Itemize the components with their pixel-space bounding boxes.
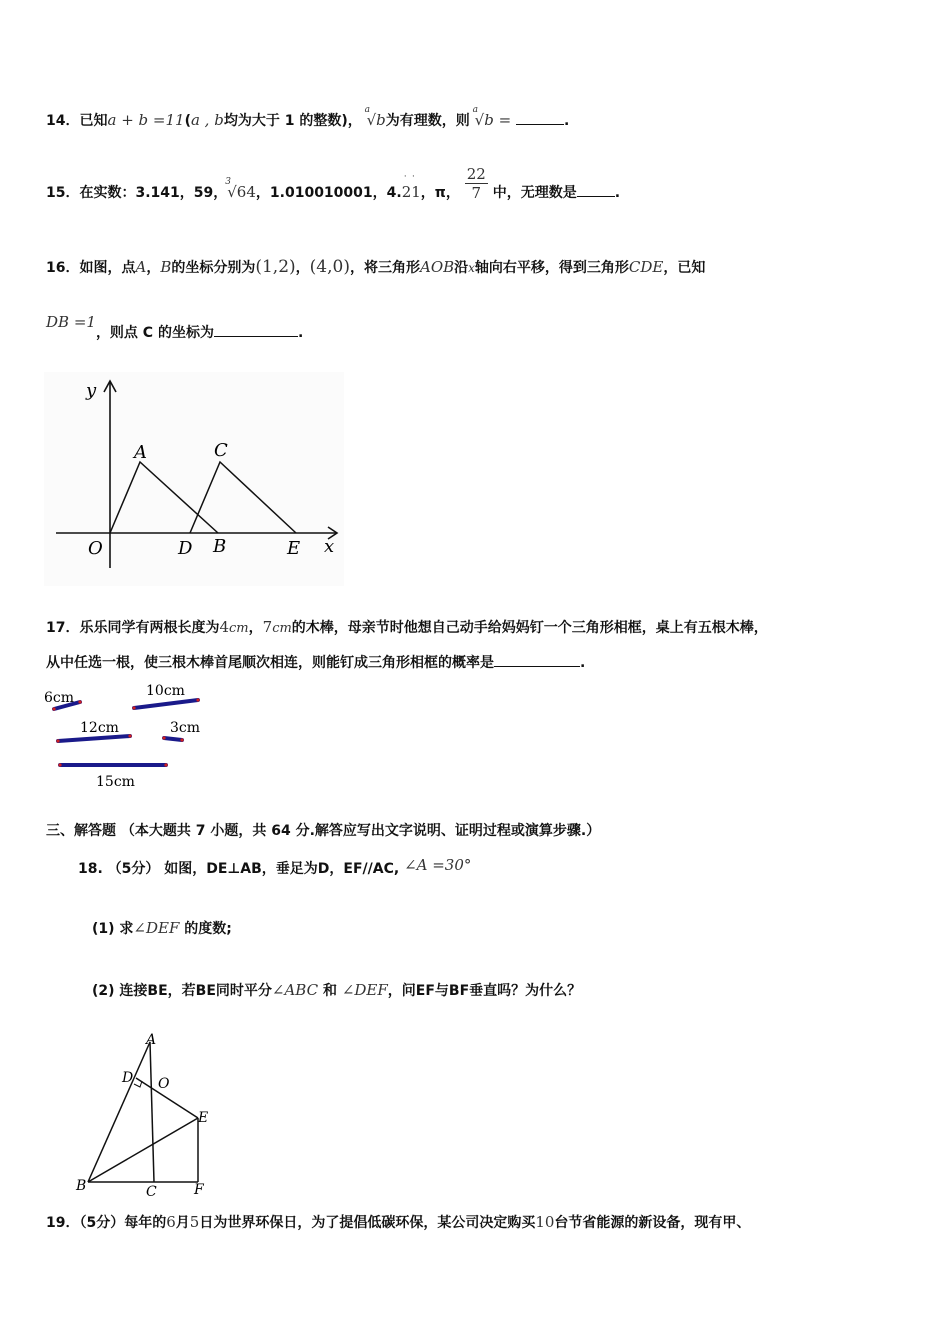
q18-part2-text: 连接BE，若BE同时平分 <box>119 983 272 999</box>
q15-repeating <box>401 175 421 201</box>
q17-stick-12cm <box>58 736 130 741</box>
q18-part2-text-2: ，问EF与BF垂直吗？为什么？ <box>387 983 582 999</box>
q15-text: 在实数：3.141，59， <box>79 185 228 201</box>
q16-label-o: O <box>88 538 103 559</box>
q19-text: （5分）每年的 <box>79 1215 167 1231</box>
q16-answer-blank[interactable] <box>214 324 298 337</box>
q18-part1-label: (1) <box>92 921 115 937</box>
q18-part2-label: (2) <box>92 983 115 999</box>
q17-stick-10cm <box>134 700 198 708</box>
q16-text-3: ，将三角形 <box>349 260 420 276</box>
q18-part1-angle: ∠DEF <box>133 919 180 937</box>
question-14 <box>46 105 570 130</box>
q14-answer-blank[interactable] <box>516 112 564 125</box>
q18-side-ab <box>88 1042 150 1182</box>
q16-text-2: 的坐标分别为 <box>171 260 256 276</box>
q15-number: 15． <box>46 185 80 201</box>
q14-end: . <box>564 113 570 129</box>
q16-point-b: B <box>160 258 172 276</box>
question-18 <box>78 858 471 878</box>
q18-segment-be <box>88 1118 198 1182</box>
q17-end: . <box>580 655 586 671</box>
q14-root2-body: √b = <box>474 111 512 129</box>
q18-label-b: B <box>76 1178 87 1194</box>
q18-label-a: A <box>146 1032 157 1048</box>
q17-stick-end-icon <box>58 763 61 766</box>
q16-coord-a: (1,2) <box>255 257 296 277</box>
q14-number: 14． <box>46 113 80 129</box>
q18-head: 18. （5分） 如图，DE⊥AB，垂足为D，EF//AC, <box>78 861 400 877</box>
q17-label-10cm: 10cm <box>146 683 185 699</box>
q17-stick-3cm <box>164 738 182 740</box>
q17-unit-2: cm <box>272 621 292 636</box>
q17-answer-blank[interactable] <box>494 654 580 667</box>
question-16-line-2 <box>46 313 304 342</box>
q16-label-e: E <box>287 538 301 559</box>
q16-point-a: A <box>135 258 147 276</box>
q18-part-1 <box>92 918 232 938</box>
q19-number: 19． <box>46 1215 80 1231</box>
question-19 <box>46 1212 750 1232</box>
question-17-line-2 <box>46 652 585 672</box>
question-16 <box>46 257 705 277</box>
q16-label-y: y <box>86 380 97 401</box>
q17-unit-1: cm <box>229 621 249 636</box>
q18-part2-angle-abc: ∠ABC <box>271 981 319 999</box>
q19-count: 10 <box>535 1213 555 1231</box>
q16-text: 如图，点 <box>79 260 136 276</box>
q19-text-4: 台节省能源的新设备，现有甲、 <box>554 1215 751 1231</box>
q14-root2-index: a <box>472 105 479 115</box>
q16-figure <box>44 372 344 586</box>
q16-coord-b: (4,0) <box>309 257 350 277</box>
q16-condition: DB =1 <box>46 313 96 331</box>
q16-label-b: B <box>213 536 227 557</box>
q16-text-4: 沿 <box>454 260 469 276</box>
q14-root-2 <box>472 105 512 129</box>
q17-text-3: 从中任选一根，使三根木棒首尾顺次相连，则能钉成三角形相框的概率是 <box>46 655 494 671</box>
q19-text-3: 日为世界环保日，为了提倡低碳环保，某公司决定购买 <box>199 1215 536 1231</box>
q16-text-7: ，则点 C 的坐标为 <box>95 325 214 341</box>
q16-label-a: A <box>134 442 147 463</box>
q15-answer-blank[interactable] <box>577 184 615 197</box>
q16-end: . <box>297 325 304 341</box>
q15-text-2: ，1.010010001，4. <box>255 185 402 201</box>
q16-text-5: 轴向右平移，得到三角形 <box>474 260 629 276</box>
q16-triangle-cde: CDE <box>628 258 664 276</box>
q17-stick-end-icon <box>52 707 55 710</box>
q14-condition: 均为大于 1 的整数)， <box>223 113 362 129</box>
q19-day: 5 <box>189 1213 200 1231</box>
q15-repeat-dots-icon: ˙ ˙ <box>402 175 416 186</box>
q16-number: 16． <box>46 260 80 276</box>
q17-stick-end-icon <box>78 700 81 703</box>
q19-text-2: 月 <box>175 1215 190 1231</box>
q17-figure <box>40 680 240 792</box>
q16-axis: x <box>468 261 475 275</box>
q14-paren: ( <box>184 113 191 129</box>
q18-label-f: F <box>194 1182 204 1198</box>
q17-text-2: 的木棒，母亲节时他想自己动手给妈妈钉一个三角形相框，桌上有五根木棒， <box>291 620 768 636</box>
section-3-title: 三、解答题 （本大题共 7 小题，共 64 分.解答应写出文字说明、证明过程或演算步骤.） <box>46 823 601 839</box>
q16-sep-2: ， <box>295 260 310 276</box>
q16-triangle-aob: AOB <box>419 258 455 276</box>
q14-root-body: √b <box>366 111 386 129</box>
q18-part2-and: 和 <box>322 983 337 999</box>
q18-segment-ac <box>150 1042 154 1182</box>
q15-text-4: 中，无理数是 <box>492 185 577 201</box>
q17-stick-end-icon <box>132 706 135 709</box>
q17-label-6cm: 6cm <box>44 690 75 706</box>
q17-stick-end-icon <box>128 734 131 737</box>
q18-figure <box>74 1030 224 1202</box>
q17-text: 乐乐同学有两根长度为 <box>79 620 220 636</box>
q18-label-d: D <box>122 1070 134 1086</box>
q18-part-2 <box>92 980 581 1000</box>
q16-sep: ， <box>146 260 161 276</box>
q18-label-c: C <box>146 1184 157 1200</box>
q17-stick-end-icon <box>56 739 59 742</box>
q17-length-1: 4 <box>219 618 230 636</box>
q15-cbrt-body: √64 <box>227 183 256 201</box>
q15-frac-den: 7 <box>471 183 482 202</box>
q16-label-x: x <box>324 536 335 557</box>
q14-text: 已知 <box>79 113 108 129</box>
q14-root <box>364 105 386 129</box>
q16-text-6: ，已知 <box>663 260 706 276</box>
q15-text-3: ，π， <box>420 185 460 201</box>
q17-label-3cm: 3cm <box>170 720 201 736</box>
q14-text-2: 为有理数，则 <box>385 113 470 129</box>
q14-root-index: a <box>364 105 370 115</box>
q18-label-e: E <box>198 1110 209 1126</box>
q16-label-c: C <box>214 440 228 461</box>
q15-repeating-digits: 21 <box>401 183 421 201</box>
q18-part2-angle-def: ∠DEF <box>341 981 388 999</box>
question-15 <box>46 164 621 202</box>
q19-month: 6 <box>166 1213 176 1231</box>
q15-cbrt-index: 3 <box>225 177 231 187</box>
q15-end: . <box>614 185 621 201</box>
q14-expr: a + b =11 <box>107 111 185 129</box>
q17-label-15cm: 15cm <box>96 774 135 790</box>
q18-part1-text-2: 的度数; <box>184 921 232 937</box>
q17-stick-end-icon <box>180 738 183 741</box>
q17-sep: ， <box>248 620 263 636</box>
q15-frac-num: 22 <box>466 164 486 183</box>
q14-vars: a , b <box>190 111 224 129</box>
q18-part1-text: 求 <box>119 921 134 937</box>
q17-stick-end-icon <box>164 763 167 766</box>
q18-angle-a: ∠A =30° <box>404 856 472 874</box>
q15-cbrt <box>225 177 256 201</box>
question-17 <box>46 617 768 637</box>
q17-stick-end-icon <box>196 698 199 701</box>
q17-number: 17． <box>46 620 80 636</box>
q18-label-o: O <box>158 1076 170 1092</box>
q17-label-12cm: 12cm <box>80 720 119 736</box>
q17-length-2: 7 <box>262 618 273 636</box>
q15-fraction <box>465 165 488 202</box>
q17-stick-end-icon <box>162 736 165 739</box>
q16-label-d: D <box>178 538 193 559</box>
